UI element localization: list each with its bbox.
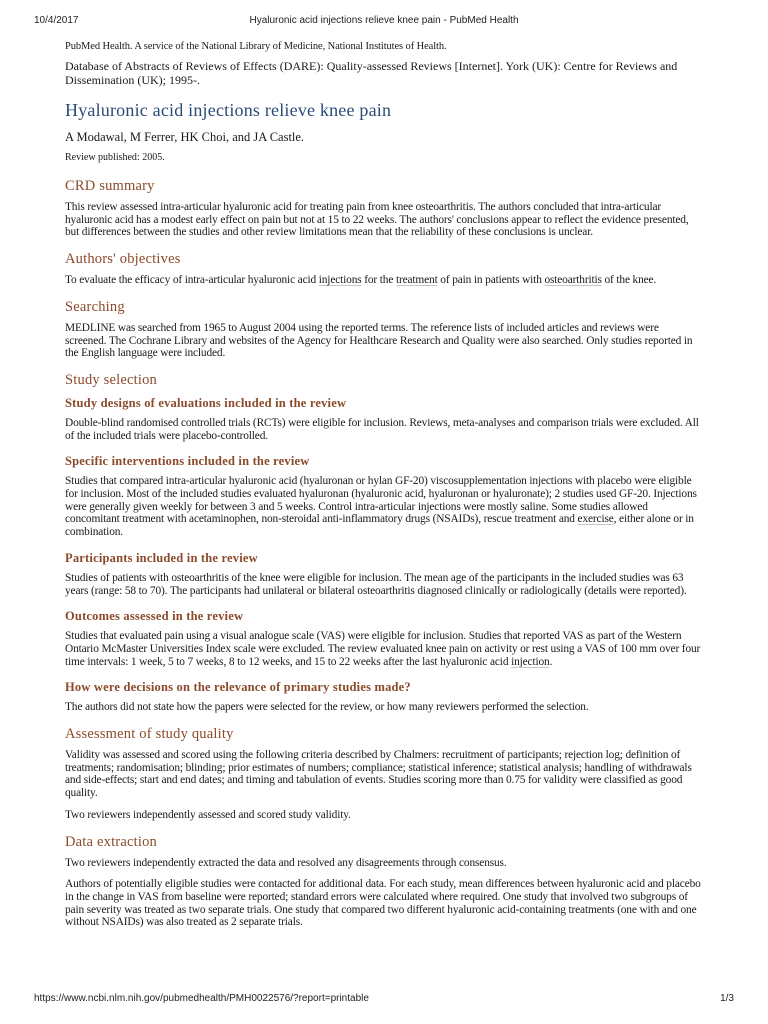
link-treatment[interactable]: treatment <box>395 274 438 287</box>
outcomes-text: Studies that evaluated pain using a visual analogue scale (VAS) were eligible for inclusion. Studies that reported VAS as part of the Western Ontario McMaster Universities Index scale were excluded. The review evaluated knee pain on activity or rest using a VAS of 100 mm over four time intervals: 1 week, 5 to 7 weeks, 8 to 12 weeks, and 15 to 22 weeks after the last hyaluronic acid injection. <box>65 630 701 668</box>
study-designs-text: Double-blind randomised controlled trials (RCTs) were eligible for inclusion. Reviews, meta-analyses and comparison trials were excluded. All of the included trials were placebo-controlled. <box>65 416 699 442</box>
decisions-heading: How were decisions on the relevance of primary studies made? <box>65 680 411 695</box>
page-number: 1/3 <box>720 993 734 1004</box>
outcomes-heading: Outcomes assessed in the review <box>65 609 244 624</box>
interventions-text: Studies that compared intra-articular hyaluronic acid (hyaluronan or hylan GF-20) viscosupplementation injections with placebo were eligible for inclusion. Most of the included studies evaluated hyaluronan (hyaluronic acid, hyaluronan or hyaluronate); 2 studies used GF-20. Injections were generally given weekly for between 3 and 5 weeks. Control intra-articular injections were mostly saline. Some studies allowed concomitant treatment with acetaminophen, non-steroidal anti-inflammatory drugs (NSAIDs), rescue treatment and exercise, either alone or in combination. <box>65 475 697 539</box>
interventions-heading: Specific interventions included in the review <box>65 454 310 469</box>
print-page-title: Hyaluronic acid injections relieve knee pain - PubMed Health <box>249 15 519 26</box>
service-line: PubMed Health. A service of the National Library of Medicine, National Institutes of Health. <box>65 41 447 52</box>
crd-summary-text: This review assessed intra-articular hyaluronic acid for treating pain from knee osteoarthritis. The authors concluded that intra-articular hyaluronic acid has a modest early effect on pain but not at 15 to 22 weeks. The authors' conclusions appear to reflect the evidence presented, but differences between the studies and other review limitations mean that the reliability of these conclusions is unclear. <box>65 201 689 239</box>
participants-text: Studies of patients with osteoarthritis of the knee were eligible for inclusion. The mean age of the participants in the included studies was 63 years (range: 58 to 70). The participants had unilateral or bilateral osteoarthritis diagnosed clinically or radiologically (details were reported). <box>65 571 687 597</box>
decisions-text: The authors did not state how the papers were selected for the review, or how many reviewers performed the selection. <box>65 701 589 714</box>
quality-reviewers-text: Two reviewers independently assessed and scored study validity. <box>65 808 351 821</box>
authors: A Modawal, M Ferrer, HK Choi, and JA Castle. <box>65 130 305 144</box>
study-designs-heading: Study designs of evaluations included in the review <box>65 395 347 410</box>
quality-text: Validity was assessed and scored using the following criteria described by Chalmers: recruitment of participants; rejection log; definition of treatments; randomisation; blinding; prior estimates of numbers; compliance; statistical inference; statistical analysis; handling of withdrawals and side-effects; start and end dates; and timing and tabulation of events. Studies scoring more than 0.75 for validity were classified as good quality. <box>65 749 692 800</box>
extraction-heading: Data extraction <box>65 833 157 850</box>
link-injection[interactable]: injection <box>511 655 550 668</box>
link-injections[interactable]: injections <box>318 274 362 287</box>
article-title: Hyaluronic acid injections relieve knee pain <box>65 100 392 120</box>
source-citation: Database of Abstracts of Reviews of Effects (DARE): Quality-assessed Reviews [Internet]. York (UK): Centre for Reviews and Dissemination (UK); 1995-. <box>65 59 678 87</box>
objectives-text: To evaluate the efficacy of intra-articular hyaluronic acid injections for the treatment of pain in patients with osteoarthritis of the knee. <box>65 274 657 287</box>
extraction-text: Two reviewers independently extracted the data and resolved any disagreements through consensus. <box>65 856 507 869</box>
searching-text: MEDLINE was searched from 1965 to August 2004 using the reported terms. The reference lists of included articles and reviews were screened. The Cochrane Library and websites of the Agency for Healthcare Research and Quality were also searched. Only studies reported in the English language were included. <box>65 321 693 360</box>
link-exercise[interactable]: exercise <box>577 513 614 526</box>
print-date: 10/4/2017 <box>34 15 79 26</box>
study-selection-heading: Study selection <box>65 371 158 388</box>
review-published: Review published: 2005. <box>65 152 165 163</box>
extraction-details-text: Authors of potentially eligible studies were contacted for additional data. For each study, mean differences between hyaluronic acid and placebo in the change in VAS from baseline were reported; standard errors were calculated where required. One study that involved two subgroups of pain severity was treated as two separate trials. One study that compared two different hyaluronic acid-containing treatments (one with and one without NSAIDs) was also treated as 2 separate trials. <box>65 878 701 929</box>
link-osteoarthritis[interactable]: osteoarthritis <box>544 274 602 287</box>
searching-heading: Searching <box>65 298 125 315</box>
article <box>65 41 702 940</box>
print-footer <box>34 993 734 1007</box>
objectives-heading: Authors' objectives <box>65 251 181 268</box>
print-header <box>34 15 734 29</box>
page-url: https://www.ncbi.nlm.nih.gov/pubmedhealth/PMH0022576/?report=printable <box>34 993 369 1004</box>
quality-heading: Assessment of study quality <box>65 726 234 743</box>
participants-heading: Participants included in the review <box>65 550 258 565</box>
crd-summary-heading: CRD summary <box>65 178 155 194</box>
